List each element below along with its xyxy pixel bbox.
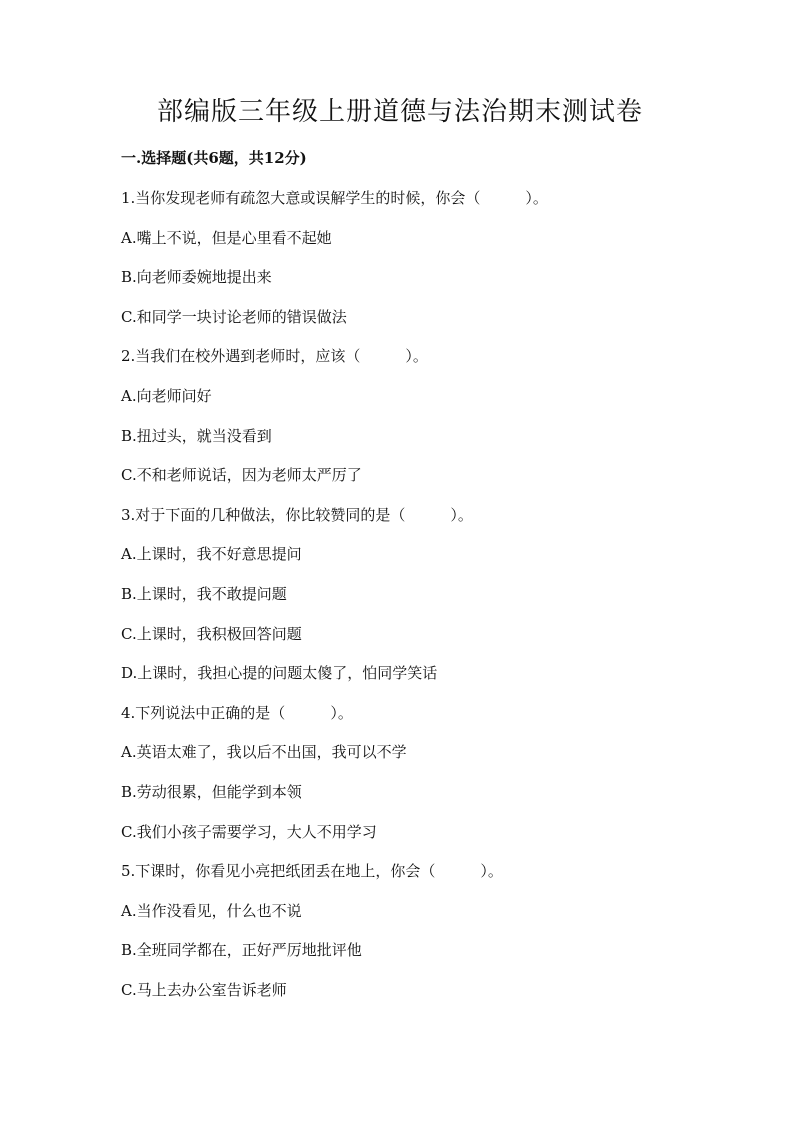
question-3-option-a: A.上课时，我不好意思提问 bbox=[121, 545, 302, 564]
question-2-option-b: B.扭过头，就当没看到 bbox=[121, 426, 272, 445]
question-list bbox=[121, 187, 721, 1018]
question-5-option-c: C.马上去办公室告诉老师 bbox=[121, 980, 287, 999]
question-2-option-c: C.不和老师说话，因为老师太严厉了 bbox=[121, 466, 362, 485]
question-1-option-b: B.向老师委婉地提出来 bbox=[121, 268, 272, 287]
question-4-stem: 4.下列说法中正确的是（ ）。 bbox=[121, 703, 353, 722]
question-3-stem: 3.对于下面的几种做法，你比较赞同的是（ ）。 bbox=[121, 505, 473, 524]
question-3-option-c: C.上课时，我积极回答问题 bbox=[121, 624, 302, 643]
question-4-option-b: B.劳动很累，但能学到本领 bbox=[121, 782, 302, 801]
question-4-option-c: C.我们小孩子需要学习，大人不用学习 bbox=[121, 822, 377, 841]
page-title: 部编版三年级上册道德与法治期末测试卷 bbox=[156, 97, 643, 127]
question-1-stem: 1.当你发现老师有疏忽大意或误解学生的时候，你会（ ）。 bbox=[121, 189, 548, 207]
section-header: 一.选择题(共6题，共12分) bbox=[121, 149, 307, 167]
question-4-option-a: A.英语太难了，我以后不出国，我可以不学 bbox=[121, 743, 407, 762]
question-2-stem: 2.当我们在校外遇到老师时，应该（ ）。 bbox=[121, 347, 428, 366]
question-1-option-a: A.嘴上不说，但是心里看不起她 bbox=[121, 228, 332, 247]
question-3-option-b: B.上课时，我不敢提问题 bbox=[121, 584, 287, 603]
question-2-option-a: A.向老师问好 bbox=[121, 386, 212, 405]
question-3-option-d: D.上课时，我担心提的问题太傻了，怕同学笑话 bbox=[121, 664, 438, 683]
question-5-option-b: B.全班同学都在，正好严厉地批评他 bbox=[121, 941, 362, 960]
question-5-option-a: A.当作没看见，什么也不说 bbox=[121, 901, 302, 920]
question-5-stem: 5.下课时，你看见小亮把纸团丢在地上，你会（ ）。 bbox=[121, 862, 503, 881]
question-1-option-c: C.和同学一块讨论老师的错误做法 bbox=[121, 307, 347, 326]
